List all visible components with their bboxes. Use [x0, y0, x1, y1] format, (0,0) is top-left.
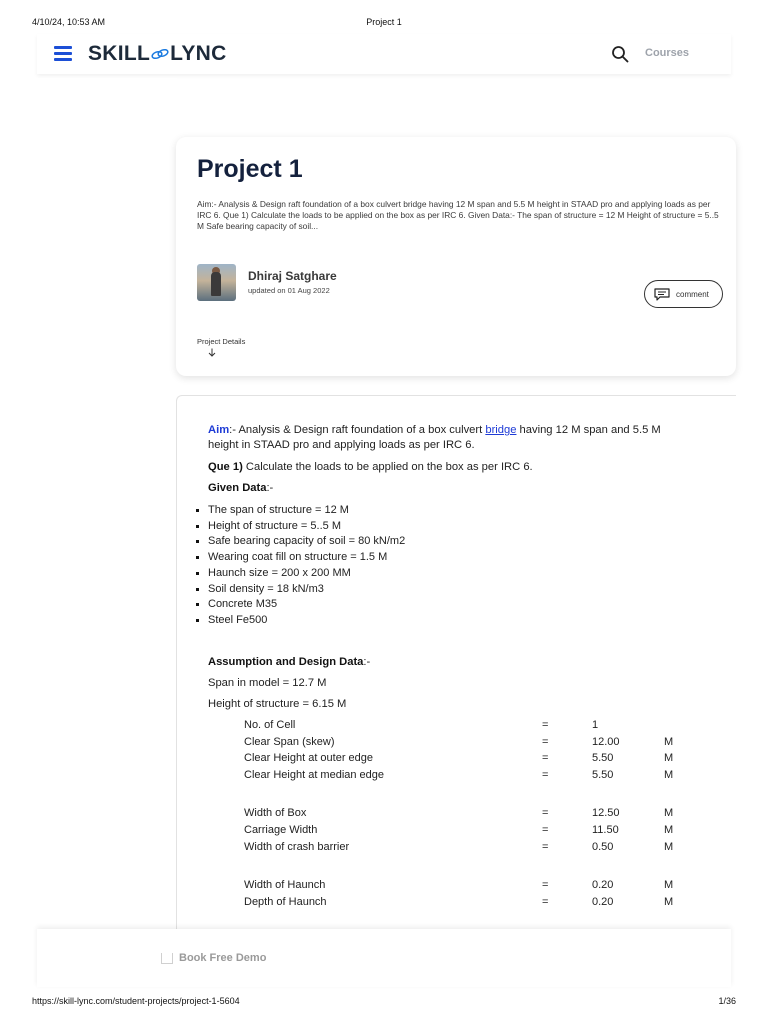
- list-item: The span of structure = 12 M: [208, 503, 405, 519]
- given-label: Given Data: [208, 482, 267, 494]
- table-row: [244, 879, 714, 895]
- row-label: No. of Cell: [244, 719, 296, 731]
- row-label: Width of Haunch: [244, 879, 326, 891]
- list-item: Height of structure = 5..5 M: [208, 519, 405, 535]
- row-unit: M: [664, 807, 674, 819]
- row-value: 0.20: [592, 879, 614, 891]
- row-label: Clear Span (skew): [244, 736, 335, 748]
- book-free-demo-button[interactable]: [161, 952, 266, 964]
- row-label: Width of crash barrier: [244, 841, 350, 853]
- aim-text-1: :- Analysis & Design raft foundation of a box culvert: [229, 424, 486, 436]
- project-summary: Aim:- Analysis & Design raft foundation of a box culvert bridge having 12 M span and 5.5 M height in STAAD pro and applying loads as per IRC 6. Que 1) Calculate the loads to be applied on the box as per IRC 6. Given Data:- The span of structure = 12 M Height of structure = 5..5 M Safe bearing capacity of soil...: [197, 199, 719, 231]
- row-unit: M: [664, 824, 674, 836]
- list-item: Safe bearing capacity of soil = 80 kN/m2: [208, 534, 405, 550]
- author-avatar[interactable]: [197, 264, 236, 301]
- bottom-cta-bar: [37, 929, 731, 987]
- assump-label: Assumption and Design Data: [208, 656, 364, 668]
- row-value: 12.50: [592, 807, 620, 819]
- assumption-heading: [208, 655, 370, 670]
- table-row: [244, 736, 714, 752]
- que-label: Que 1): [208, 461, 243, 473]
- aim-label: Aim: [208, 424, 230, 436]
- row-unit: M: [664, 841, 674, 853]
- author-name[interactable]: Dhiraj Satghare: [248, 269, 337, 283]
- row-equals: =: [542, 824, 549, 836]
- list-item: Haunch size = 200 x 200 MM: [208, 566, 405, 582]
- aim-line-1: [208, 423, 661, 438]
- row-equals: =: [542, 719, 549, 731]
- assump-suffix: :-: [363, 656, 371, 668]
- project-header-card: [176, 137, 736, 376]
- row-label: Depth of Haunch: [244, 896, 327, 908]
- question-line: [208, 460, 533, 475]
- list-item: Soil density = 18 kN/m3: [208, 582, 405, 598]
- row-unit: M: [664, 879, 674, 891]
- hamburger-menu-icon[interactable]: [54, 46, 72, 62]
- given-suffix: :-: [266, 482, 274, 494]
- list-item: Concrete M35: [208, 597, 405, 613]
- print-page-number: 1/36: [718, 996, 736, 1006]
- search-icon[interactable]: [611, 45, 629, 63]
- span-in-model: Span in model = 12.7 M: [208, 677, 327, 689]
- print-header: [0, 17, 768, 29]
- comment-label: comment: [676, 289, 709, 299]
- comment-icon: [654, 288, 670, 301]
- given-data-list: [208, 503, 405, 629]
- print-doc-title: Project 1: [366, 17, 402, 27]
- table-row: [244, 824, 714, 840]
- row-unit: M: [664, 769, 674, 781]
- row-value: 5.50: [592, 769, 614, 781]
- row-value: 5.50: [592, 752, 614, 764]
- logo-link-icon: [151, 48, 169, 60]
- row-value: 1: [592, 719, 599, 731]
- print-datetime: 4/10/24, 10:53 AM: [32, 17, 106, 27]
- row-unit: M: [664, 752, 674, 764]
- row-equals: =: [542, 769, 549, 781]
- comment-button[interactable]: [644, 280, 723, 308]
- logo-text-right: LYNC: [170, 42, 227, 65]
- left-rail: [37, 78, 177, 928]
- table-row: [244, 896, 714, 912]
- height-of-structure: Height of structure = 6.15 M: [208, 698, 347, 710]
- que-text: Calculate the loads to be applied on the box as per IRC 6.: [242, 461, 533, 473]
- demo-checkbox-icon: [161, 953, 173, 964]
- updated-date: updated on 01 Aug 2022: [248, 286, 330, 295]
- bridge-link[interactable]: bridge: [485, 424, 517, 436]
- list-item: Steel Fe500: [208, 613, 405, 629]
- courses-link[interactable]: Courses: [645, 47, 690, 59]
- top-navbar: [37, 34, 731, 74]
- project-content: [176, 395, 736, 930]
- row-equals: =: [542, 841, 549, 853]
- table-row: [244, 719, 714, 735]
- row-value: 12.00: [592, 736, 620, 748]
- row-value: 11.50: [592, 824, 619, 836]
- row-equals: =: [542, 879, 549, 891]
- row-label: Clear Height at outer edge: [244, 752, 374, 764]
- row-value: 0.50: [592, 841, 614, 853]
- print-url: https://skill-lync.com/student-projects/project-1-5604: [32, 996, 240, 1006]
- project-title: Project 1: [197, 155, 303, 183]
- row-label: Width of Box: [244, 807, 307, 819]
- book-free-demo-label: Book Free Demo: [179, 952, 267, 964]
- table-row: [244, 841, 714, 857]
- row-unit: M: [664, 896, 674, 908]
- table-row: [244, 807, 714, 823]
- table-row: [244, 769, 714, 785]
- table-row: [244, 752, 714, 768]
- skill-lync-logo[interactable]: [88, 41, 227, 67]
- logo-text-left: SKILL: [88, 42, 151, 65]
- row-equals: =: [542, 752, 549, 764]
- row-equals: =: [542, 807, 549, 819]
- row-value: 0.20: [592, 896, 614, 908]
- row-equals: =: [542, 896, 549, 908]
- project-details-toggle[interactable]: Project Details: [197, 337, 246, 346]
- row-label: Clear Height at median edge: [244, 769, 385, 781]
- row-label: Carriage Width: [244, 824, 318, 836]
- list-item: Wearing coat fill on structure = 1.5 M: [208, 550, 405, 566]
- row-equals: =: [542, 736, 549, 748]
- aim-text-2: having 12 M span and 5.5 M: [516, 424, 661, 436]
- given-data-heading: [208, 481, 273, 496]
- aim-line-2: height in STAAD pro and applying loads as per IRC 6.: [208, 439, 475, 451]
- arrow-down-icon[interactable]: [208, 348, 216, 357]
- row-unit: M: [664, 736, 674, 748]
